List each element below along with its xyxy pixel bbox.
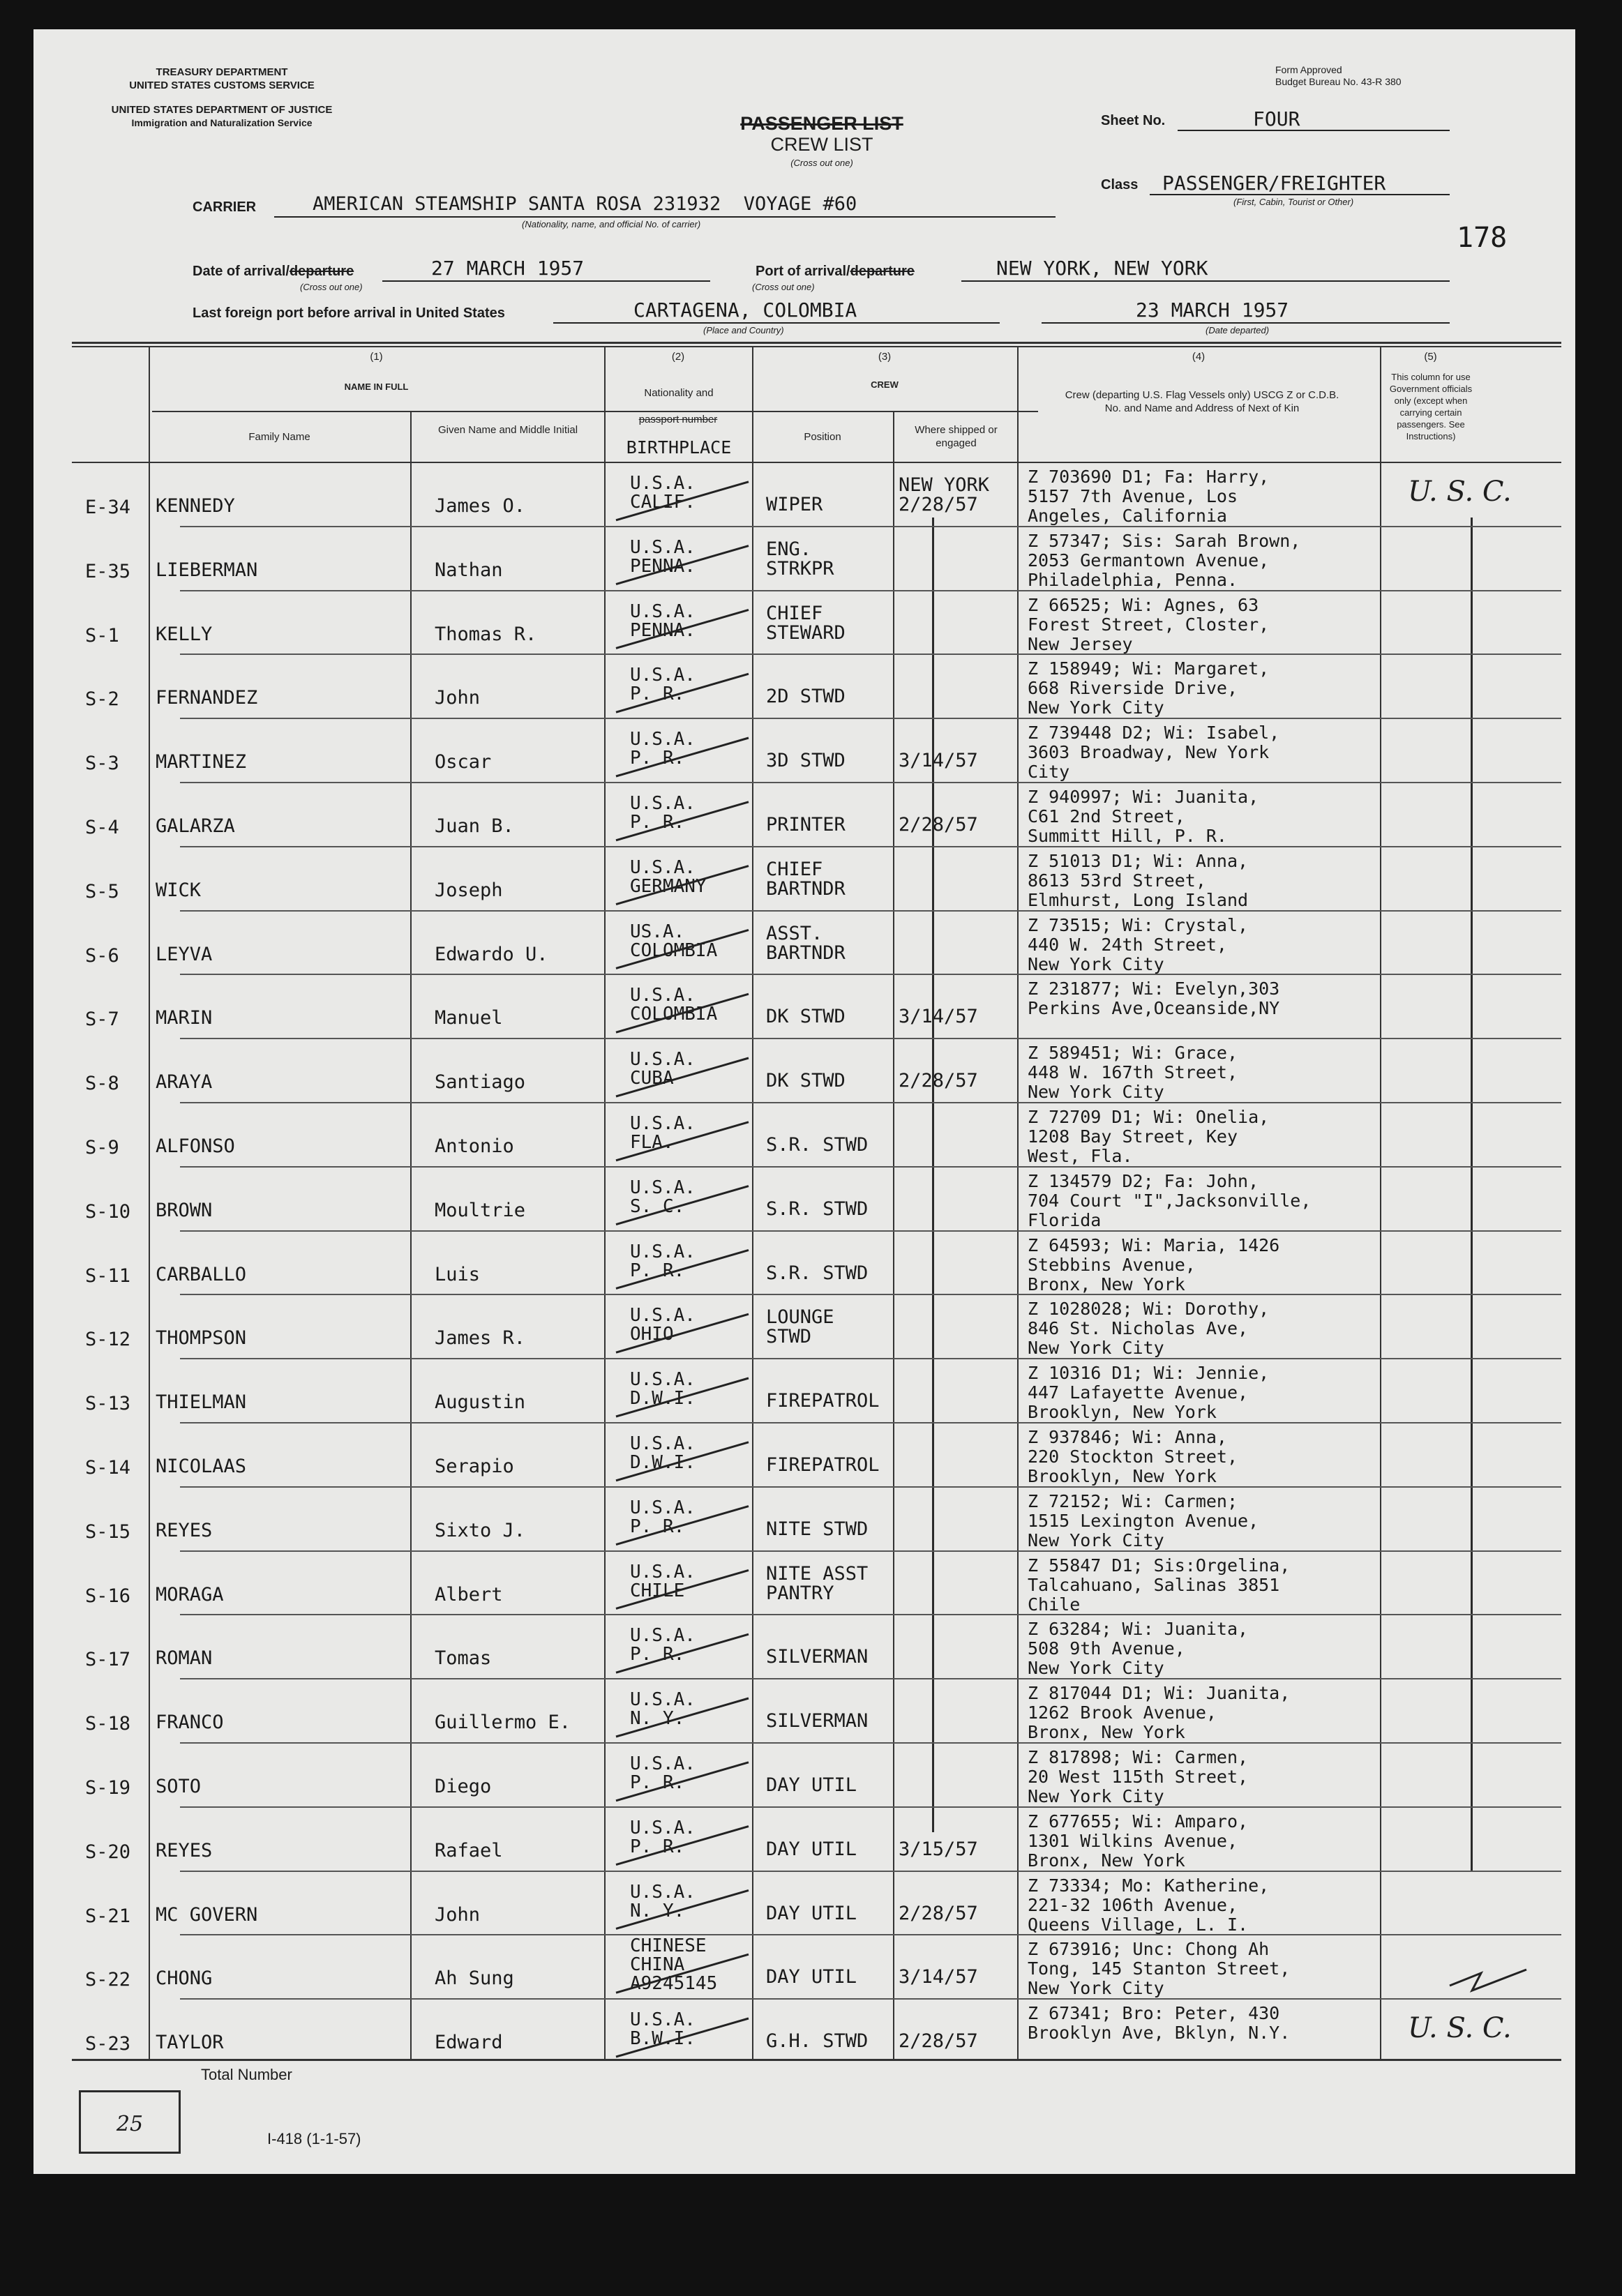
page-number: 178: [1457, 222, 1508, 254]
row-code: S-13: [85, 1393, 131, 1415]
col3-number: (3): [878, 351, 892, 363]
nationality-strike: [616, 546, 749, 584]
nationality-strike: [616, 1954, 749, 1993]
position: SILVERMAN: [766, 1646, 869, 1668]
position: ASST. BARTNDR: [766, 922, 846, 964]
family-name: GALARZA: [156, 815, 235, 837]
nationality-strike: [616, 1122, 749, 1161]
position: DAY UTIL: [766, 1966, 857, 1988]
nationality: U.S.A. D.W.I.: [630, 1433, 696, 1473]
next-of-kin: Z 63284; Wi: Juanita, 508 9th Avenue, New York City: [1028, 1619, 1249, 1679]
given-name: James O.: [435, 495, 526, 517]
family-name: MARIN: [156, 1007, 213, 1029]
carrier-value: AMERICAN STEAMSHIP SANTA ROSA 231932 VOYAGE #60: [313, 193, 857, 215]
given-name: Thomas R.: [435, 623, 537, 645]
family-name-header: Family Name: [248, 431, 310, 443]
family-name: ROMAN: [156, 1647, 213, 1670]
nationality: U.S.A. FLA.: [630, 1113, 696, 1153]
class-value: PASSENGER/FREIGHTER: [1162, 172, 1386, 195]
date-departed-value: 23 MARCH 1957: [1136, 299, 1289, 322]
cross-out-note-3: (Cross out one): [752, 282, 815, 292]
next-of-kin: Z 589451; Wi: Grace, 448 W. 167th Street, New York City: [1028, 1043, 1238, 1103]
next-of-kin: Z 73334; Mo: Katherine, 221-32 106th Avenue, Queens Village, L. I.: [1028, 1875, 1270, 1935]
col1-title: NAME IN FULL: [344, 382, 409, 392]
family-name: LIEBERMAN: [156, 559, 258, 581]
next-of-kin: Z 10316 D1; Wi: Jennie, 447 Lafayette Avenue, Brooklyn, New York: [1028, 1363, 1270, 1423]
nationality-strike: [616, 1890, 749, 1928]
nationality-strike: [616, 994, 749, 1032]
nationality-strike: [616, 1250, 749, 1288]
nationality-strike: [616, 802, 749, 840]
col5-number: (5): [1424, 351, 1437, 363]
nationality-strike: [616, 1634, 749, 1672]
nationality-strike: [616, 1762, 749, 1801]
nationality-strike: [616, 738, 749, 776]
nationality: U.S.A. N. Y.: [630, 1689, 696, 1730]
position: ENG. STRKPR: [766, 538, 834, 580]
nationality: U.S.A. P. R.: [630, 1753, 696, 1793]
form-code: I-418 (1-1-57): [267, 2130, 361, 2147]
nationality: U.S.A. OHIO: [630, 1305, 696, 1345]
shipped-engaged: 3/15/57: [899, 1838, 978, 1860]
row-code: S-1: [85, 624, 119, 647]
row-code: S-10: [85, 1200, 131, 1223]
shipped-engaged: 3/14/57: [899, 1966, 978, 1988]
family-name: BROWN: [156, 1199, 213, 1221]
carrier-note: (Nationality, name, and official No. of carrier): [522, 219, 701, 229]
row-code: S-19: [85, 1777, 131, 1799]
shipped-header: Where shipped or engaged: [915, 424, 998, 449]
given-name: Antonio: [435, 1135, 514, 1157]
treasury-dept: TREASURY DEPARTMENT: [156, 66, 288, 78]
next-of-kin: Z 817898; Wi: Carmen, 20 West 115th Street, New York City: [1028, 1747, 1249, 1806]
date-arrival-value: 27 MARCH 1957: [431, 257, 585, 280]
nationality: U.S.A. S. C.: [630, 1177, 696, 1217]
given-name: Luis: [435, 1263, 481, 1285]
next-of-kin: Z 66525; Wi: Agnes, 63 Forest Street, Closter, New Jersey: [1028, 594, 1270, 654]
family-name: CHONG: [156, 1968, 213, 1990]
date-departed-note: (Date departed): [1206, 325, 1270, 335]
given-name: Manuel: [435, 1007, 503, 1029]
given-name: Tomas: [435, 1647, 492, 1670]
last-port-label: Last foreign port before arrival in United States: [193, 305, 505, 321]
position-header: Position: [804, 431, 841, 443]
row-code: S-8: [85, 1073, 119, 1095]
nationality-strike: [616, 1058, 749, 1096]
next-of-kin: Z 51013 D1; Wi: Anna, 8613 53rd Street, Elmhurst, Long Island: [1028, 850, 1249, 910]
row-code: E-35: [85, 560, 131, 582]
col2-struck: passport number: [638, 414, 718, 425]
given-name: Edward: [435, 2032, 503, 2054]
position: S.R. STWD: [766, 1198, 869, 1220]
cross-out-note-2: (Cross out one): [300, 282, 363, 292]
nationality: CHINESE CHINA A9245145: [630, 1935, 718, 1995]
position: DAY UTIL: [766, 1774, 857, 1796]
given-name: Augustin: [435, 1391, 526, 1414]
row-code: S-7: [85, 1009, 119, 1031]
nationality-strike: [616, 610, 749, 648]
next-of-kin: Z 739448 D2; Wi: Isabel, 3603 Broadway, New York City: [1028, 723, 1280, 783]
position: DAY UTIL: [766, 1902, 857, 1924]
sheet-label: Sheet No.: [1101, 113, 1166, 128]
shipped-engaged: 3/14/57: [899, 1006, 978, 1028]
total-value: 25: [116, 2112, 144, 2136]
family-name: KELLY: [156, 623, 213, 645]
row-code: E-34: [85, 497, 131, 518]
position: LOUNGE STWD: [766, 1306, 834, 1348]
given-name: John: [435, 687, 481, 709]
nationality: U.S.A. CALIF.: [630, 473, 696, 513]
cross-out-note: (Cross out one): [790, 158, 853, 168]
row-code: S-22: [85, 1969, 131, 1991]
nationality: U.S.A. CHILE: [630, 1561, 696, 1601]
row-code: S-18: [85, 1713, 131, 1735]
family-name: THOMPSON: [156, 1327, 247, 1350]
row-code: S-3: [85, 753, 119, 775]
next-of-kin: Z 677655; Wi: Amparo, 1301 Wilkins Avenue, Bronx, New York: [1028, 1811, 1249, 1871]
nationality-strike: [616, 2018, 749, 2057]
position: FIREPATROL: [766, 1390, 880, 1412]
row-code: S-2: [85, 688, 119, 711]
family-name: TAYLOR: [156, 2032, 224, 2054]
nationality-strike: [616, 1698, 749, 1737]
nationality: U.S.A. P. R.: [630, 1817, 696, 1857]
position: 2D STWD: [766, 686, 846, 708]
date-arrival-label: Date of arrival/departure: [193, 264, 354, 279]
row-code: S-15: [85, 1520, 131, 1543]
port-arrival-value: NEW YORK, NEW YORK: [996, 257, 1208, 280]
row-code: S-14: [85, 1457, 131, 1479]
row-code: S-20: [85, 1841, 131, 1863]
family-name: MORAGA: [156, 1583, 224, 1606]
port-arrival-label: Port of arrival/departure: [756, 264, 915, 279]
next-of-kin: Z 940997; Wi: Juanita, C61 2nd Street, Summitt Hill, P. R.: [1028, 787, 1259, 846]
nationality-strike: [616, 866, 749, 905]
position: DK STWD: [766, 1070, 846, 1092]
given-name: Edwardo U.: [435, 943, 548, 965]
col2-birthplace: BIRTHPLACE: [626, 437, 732, 458]
sheet-value: FOUR: [1253, 107, 1300, 130]
row-code: S-9: [85, 1137, 119, 1158]
family-name: REYES: [156, 1839, 213, 1861]
col3-title: CREW: [871, 379, 899, 390]
next-of-kin: Z 67341; Bro: Peter, 430 Brooklyn Ave, Bklyn, N.Y.: [1028, 2003, 1291, 2044]
position: CHIEF STEWARD: [766, 602, 846, 644]
next-of-kin: Z 72152; Wi: Carmen; 1515 Lexington Avenue, New York City: [1028, 1490, 1259, 1550]
given-name: Serapio: [435, 1456, 514, 1477]
position: DAY UTIL: [766, 1838, 857, 1860]
next-of-kin: Z 703690 D1; Fa: Harry, 5157 7th Avenue, Los Angeles, California: [1028, 467, 1270, 526]
next-of-kin: Z 817044 D1; Wi: Juanita, 1262 Brook Avenue, Bronx, New York: [1028, 1683, 1291, 1743]
col4-title: Crew (departing U.S. Flag Vessels only) USCG Z or C.D.B. No. and Name and Address of Next of Kin: [1065, 389, 1339, 414]
total-box: [79, 2090, 181, 2154]
carrier-label: CARRIER: [193, 199, 257, 215]
family-name: NICOLAAS: [156, 1456, 247, 1477]
nationality-strike: [616, 1314, 749, 1352]
family-name: KENNEDY: [156, 495, 235, 517]
nationality: U.S.A. P. R.: [630, 1241, 696, 1281]
given-name: Oscar: [435, 751, 492, 773]
given-name: Sixto J.: [435, 1519, 526, 1541]
crew-list-title: CREW LIST: [770, 134, 873, 155]
position: PRINTER: [766, 814, 846, 836]
shipped-engaged: 3/14/57: [899, 750, 978, 772]
family-name: ALFONSO: [156, 1135, 235, 1157]
row-code: S-6: [85, 944, 119, 967]
family-name: REYES: [156, 1519, 213, 1541]
next-of-kin: Z 937846; Wi: Anna, 220 Stockton Street, Brooklyn, New York: [1028, 1427, 1238, 1486]
given-name: Guillermo E.: [435, 1712, 571, 1734]
nationality-strike: [616, 1506, 749, 1545]
class-note: (First, Cabin, Tourist or Other): [1233, 197, 1354, 207]
next-of-kin: Z 1028028; Wi: Dorothy, 846 St. Nicholas Ave, New York City: [1028, 1299, 1270, 1359]
given-name-header: Given Name and Middle Initial: [437, 424, 578, 436]
nationality: U.S.A. P. R.: [630, 1625, 696, 1666]
nationality: US.A. COLOMBIA: [630, 921, 718, 961]
row-code: S-12: [85, 1329, 131, 1351]
col4-number: (4): [1192, 351, 1206, 363]
nationality: U.S.A. D.W.I.: [630, 1369, 696, 1410]
given-name: Albert: [435, 1583, 503, 1606]
family-name: SOTO: [156, 1776, 202, 1797]
nationality: U.S.A. PENNA.: [630, 601, 696, 641]
last-port-note: (Place and Country): [703, 325, 784, 335]
given-name: Santiago: [435, 1071, 526, 1094]
next-of-kin: Z 72709 D1; Wi: Onelia, 1208 Bay Street, Key West, Fla.: [1028, 1107, 1270, 1166]
given-name: Diego: [435, 1776, 492, 1797]
official-mark: U. S. C.: [1408, 2012, 1512, 2045]
shipped-engaged: NEW YORK 2/28/57: [899, 474, 990, 515]
nationality: U.S.A. GERMANY: [630, 856, 707, 897]
shipped-engaged: 2/28/57: [899, 2030, 978, 2053]
given-name: Nathan: [435, 559, 503, 581]
given-name: Joseph: [435, 879, 503, 901]
given-name: John: [435, 1903, 481, 1926]
position: FIREPATROL: [766, 1454, 880, 1476]
next-of-kin: Z 134579 D2; Fa: John, 704 Court "I",Jacksonville, Florida: [1028, 1170, 1312, 1230]
nationality-strike: [616, 1378, 749, 1417]
position: NITE ASST PANTRY: [766, 1562, 869, 1604]
justice-dept: UNITED STATES DEPARTMENT OF JUSTICE: [111, 104, 333, 116]
nationality: U.S.A. COLOMBIA: [630, 985, 718, 1025]
ins: Immigration and Naturalization Service: [131, 117, 313, 128]
row-code: S-16: [85, 1585, 131, 1607]
position: DK STWD: [766, 1006, 846, 1028]
nationality: U.S.A. CUBA: [630, 1049, 696, 1089]
given-name: Ah Sung: [435, 1968, 514, 1990]
nationality: U.S.A. P. R.: [630, 729, 696, 769]
shipped-engaged: 2/28/57: [899, 814, 978, 836]
total-label: Total Number: [201, 2066, 292, 2083]
family-name: ARAYA: [156, 1071, 213, 1094]
official-mark: U. S. C.: [1408, 476, 1512, 508]
position: SILVERMAN: [766, 1710, 869, 1732]
family-name: MARTINEZ: [156, 751, 247, 773]
nationality: U.S.A. P. R.: [630, 793, 696, 833]
crew-list-document: [33, 29, 1575, 2174]
next-of-kin: Z 64593; Wi: Maria, 1426 Stebbins Avenue, Bronx, New York: [1028, 1234, 1280, 1294]
nationality-strike: [616, 674, 749, 712]
position: S.R. STWD: [766, 1262, 869, 1284]
given-name: Juan B.: [435, 815, 514, 837]
family-name: LEYVA: [156, 943, 213, 965]
official-checkmark: [1450, 1970, 1526, 1991]
passenger-list-struck: PASSENGER LIST: [740, 113, 903, 134]
nationality-strike: [616, 1442, 749, 1481]
row-code: S-11: [85, 1264, 131, 1287]
family-name: MC GOVERN: [156, 1903, 258, 1926]
nationality: U.S.A. B.W.I.: [630, 2009, 696, 2050]
col2-number: (2): [671, 351, 685, 363]
next-of-kin: Z 73515; Wi: Crystal, 440 W. 24th Street, New York City: [1028, 914, 1249, 974]
nationality-strike: [616, 482, 749, 520]
col1-number: (1): [370, 351, 383, 363]
customs-service: UNITED STATES CUSTOMS SERVICE: [129, 80, 315, 91]
nationality: U.S.A. N. Y.: [630, 1881, 696, 1921]
family-name: CARBALLO: [156, 1263, 247, 1285]
row-code: S-5: [85, 880, 119, 902]
nationality: U.S.A. P. R.: [630, 665, 696, 705]
position: 3D STWD: [766, 750, 846, 772]
family-name: WICK: [156, 879, 202, 901]
nationality-strike: [616, 930, 749, 968]
family-name: THIELMAN: [156, 1391, 247, 1414]
nationality-strike: [616, 1827, 749, 1865]
nationality: U.S.A. P. R.: [630, 1497, 696, 1537]
last-port-value: CARTAGENA, COLOMBIA: [633, 299, 857, 322]
class-label: Class: [1101, 177, 1139, 192]
row-code: S-4: [85, 817, 119, 838]
given-name: James R.: [435, 1327, 526, 1350]
next-of-kin: Z 231877; Wi: Evelyn,303 Perkins Ave,Oceanside,NY: [1028, 979, 1280, 1019]
ink-marks: [33, 29, 1575, 2174]
row-code: S-21: [85, 1905, 131, 1927]
family-name: FRANCO: [156, 1712, 224, 1734]
nationality: U.S.A. PENNA.: [630, 536, 696, 577]
position: S.R. STWD: [766, 1134, 869, 1156]
shipped-engaged: 2/28/57: [899, 1070, 978, 1092]
position: CHIEF BARTNDR: [766, 858, 846, 900]
next-of-kin: Z 55847 D1; Sis:Orgelina, Talcahuano, Salinas 3851 Chile: [1028, 1555, 1291, 1615]
given-name: Moultrie: [435, 1199, 526, 1221]
form-approved: Form Approved Budget Bureau No. 43-R 380: [1275, 64, 1402, 87]
nationality-strike: [616, 1186, 749, 1225]
position: WIPER: [766, 494, 823, 515]
given-name: Rafael: [435, 1839, 503, 1861]
family-name: FERNANDEZ: [156, 687, 258, 709]
nationality-strike: [616, 1570, 749, 1608]
row-code: S-23: [85, 2033, 131, 2055]
col2-title: Nationality and: [644, 387, 714, 399]
next-of-kin: Z 158949; Wi: Margaret, 668 Riverside Drive, New York City: [1028, 658, 1270, 718]
position: G.H. STWD: [766, 2030, 869, 2053]
col5-title: This column for use Government officials only (except when carrying certain passengers. See Instructions): [1389, 372, 1473, 441]
next-of-kin: Z 673916; Unc: Chong Ah Tong, 145 Stanton Street, New York City: [1028, 1939, 1291, 1999]
shipped-engaged: 2/28/57: [899, 1902, 978, 1924]
next-of-kin: Z 57347; Sis: Sarah Brown, 2053 Germantown Avenue, Philadelphia, Penna.: [1028, 530, 1301, 590]
position: NITE STWD: [766, 1518, 869, 1540]
row-code: S-17: [85, 1649, 131, 1671]
